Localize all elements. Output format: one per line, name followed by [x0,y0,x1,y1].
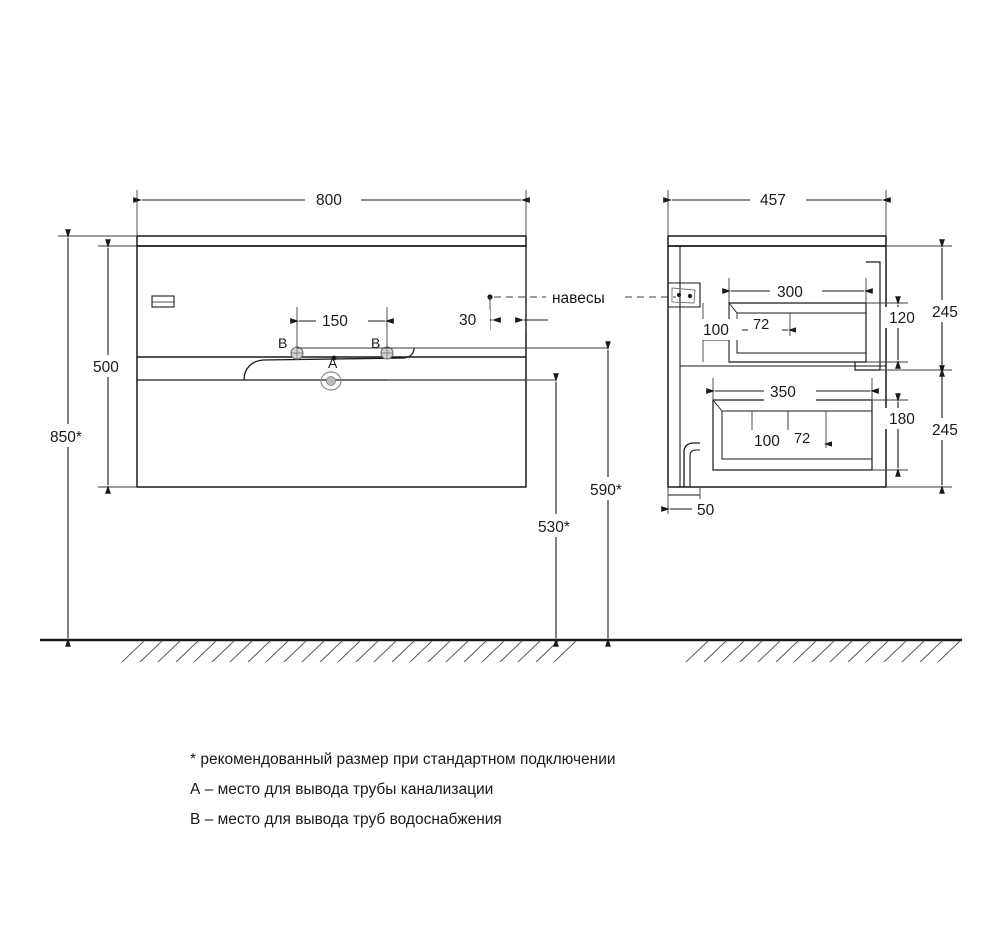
dimension-front-530 [387,380,586,638]
dimension-side-50 [668,487,726,520]
legend-note-1: * рекомендованный размер при стандартном подключении [190,751,616,768]
dimension-side-100-lower [750,411,794,451]
dimension-front-850 [46,236,137,638]
dim-300-label: 300 [777,284,803,301]
dim-72-lower-label: 72 [794,431,811,447]
callout-hangers-label: навесы [552,290,605,307]
dim-100-upper-label: 100 [703,322,729,339]
dimension-front-500 [88,246,137,487]
dimension-side-180 [872,400,926,470]
dim-100-lower-label: 100 [754,433,780,450]
dimension-side-100-upper [698,303,742,362]
dim-800-label: 800 [316,192,342,209]
dim-245-upper-label: 245 [932,304,958,321]
marker-a-label: A [328,355,338,371]
ground-line-group [40,640,962,662]
dim-180-label: 180 [889,411,915,428]
dimension-front-width [137,189,526,236]
dim-500-label: 500 [93,359,119,376]
marker-b-right-label: B [371,335,381,351]
dim-72-upper-label: 72 [753,317,770,333]
dimension-front-30 [452,246,548,331]
dim-245-lower-label: 245 [932,422,958,439]
marker-b-left-label: B [278,335,288,351]
dim-350-label: 350 [770,384,796,401]
side-view-cabinet [668,236,886,500]
dimension-side-350 [713,378,872,402]
dim-590-label: 590* [590,482,622,499]
dimension-side-300 [729,278,866,303]
legend-notes [190,745,810,835]
dimension-side-120 [866,303,926,362]
dimension-front-590 [297,348,638,638]
dim-530-label: 530* [538,519,570,536]
dim-150-label: 150 [322,313,348,330]
legend-note-2: А – место для вывода трубы канализации [190,781,494,798]
dim-50-label: 50 [697,502,715,519]
dimension-side-72-upper [737,313,790,336]
legend-note-3: В – место для вывода труб водоснабжения [190,811,502,828]
dim-457-label: 457 [760,192,786,209]
dim-850-label: 850* [50,429,82,446]
dimension-side-457 [668,189,886,236]
dim-120-label: 120 [889,310,915,327]
dim-30-label: 30 [459,312,477,329]
